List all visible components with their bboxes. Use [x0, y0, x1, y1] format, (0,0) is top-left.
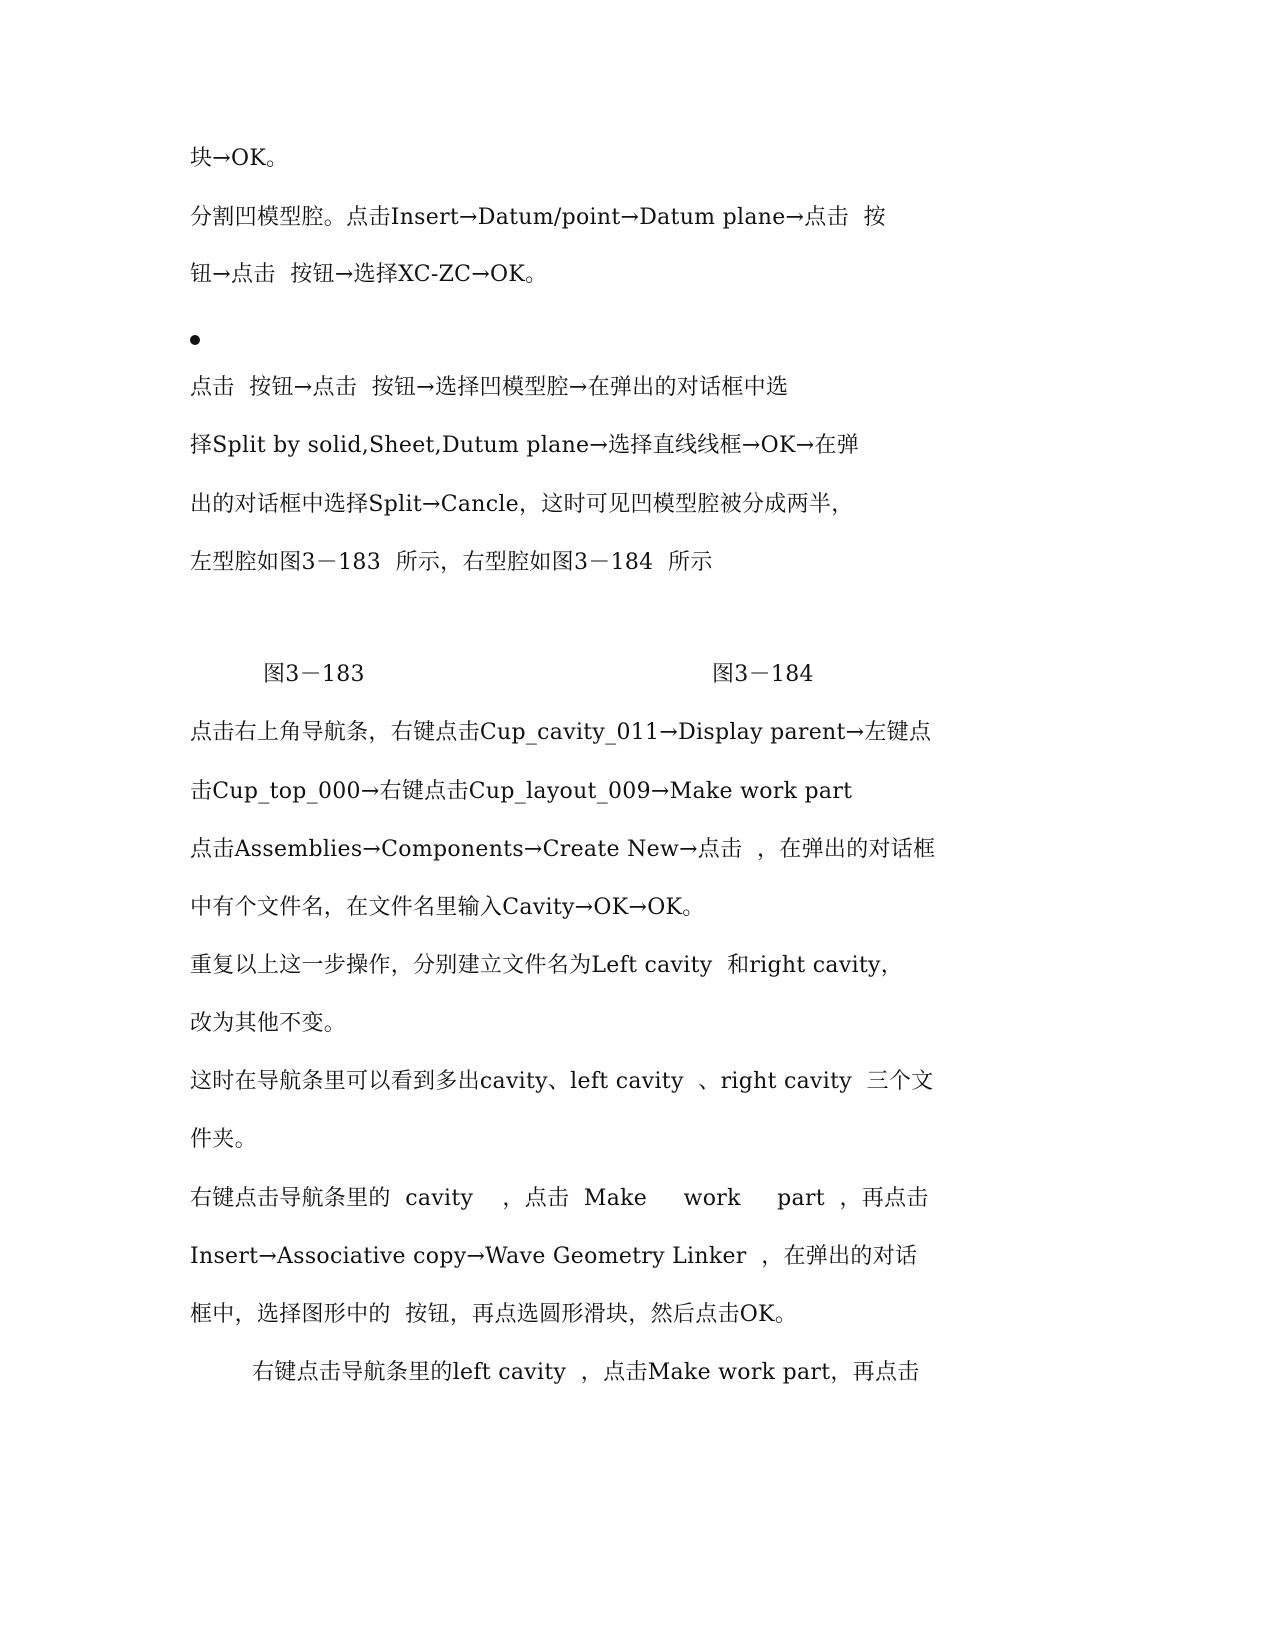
- text-line: Insert→Associative copy→Wave Geometry Linker ，在弹出的对话: [190, 1244, 918, 1269]
- text-line: 钮→点击 按钮→选择XC-ZC→OK。: [190, 262, 548, 287]
- text-line: 重复以上这一步操作，分别建立文件名为Left cavity 和right cavity，: [190, 953, 904, 978]
- text-line: 件夹。: [190, 1127, 257, 1152]
- text-line: 点击Assemblies→Components→Create New→点击 ，在弹出的对话框: [190, 837, 936, 862]
- text-line: 出的对话框中选择Split→Cancle，这时可见凹模型腔被分成两半，: [190, 492, 854, 517]
- text-line: 块→OK。: [190, 146, 289, 171]
- text-line: 分割凹模型腔。点击Insert→Datum/point→Datum plane→点击 按: [190, 205, 886, 230]
- text-line: 左型腔如图3－183 所示，右型腔如图3－184 所示: [190, 550, 713, 575]
- text-line: 点击 按钮→点击 按钮→选择凹模型腔→在弹出的对话框中选: [190, 375, 789, 400]
- text-line: 择Split by solid,Sheet,Dutum plane→选择直线线框→OK→在弹: [190, 433, 860, 458]
- text-line: 改为其他不变。: [190, 1011, 347, 1036]
- figure-caption-184: 图3－184: [712, 662, 814, 687]
- text-line: 这时在导航条里可以看到多出cavity、left cavity 、right cavity 三个文: [190, 1069, 934, 1094]
- text-line: 框中，选择图形中的 按钮，再点选圆形滑块，然后点击OK。: [190, 1302, 798, 1327]
- figure-caption-183: 图3－183: [263, 662, 365, 687]
- text-line: 点击右上角导航条，右键点击Cup_cavity_011→Display parent→左键点: [190, 720, 932, 745]
- text-line-indented: 右键点击导航条里的left cavity ，点击Make work part，再点击: [252, 1360, 920, 1385]
- text-line: 右键点击导航条里的 cavity ，点击 Make work part ，再点击: [190, 1186, 929, 1211]
- text-line: 击Cup_top_000→右键点击Cup_layout_009→Make work part: [190, 779, 853, 804]
- text-line: 中有个文件名，在文件名里输入Cavity→OK→OK。: [190, 895, 705, 920]
- bullet-point: [190, 335, 200, 345]
